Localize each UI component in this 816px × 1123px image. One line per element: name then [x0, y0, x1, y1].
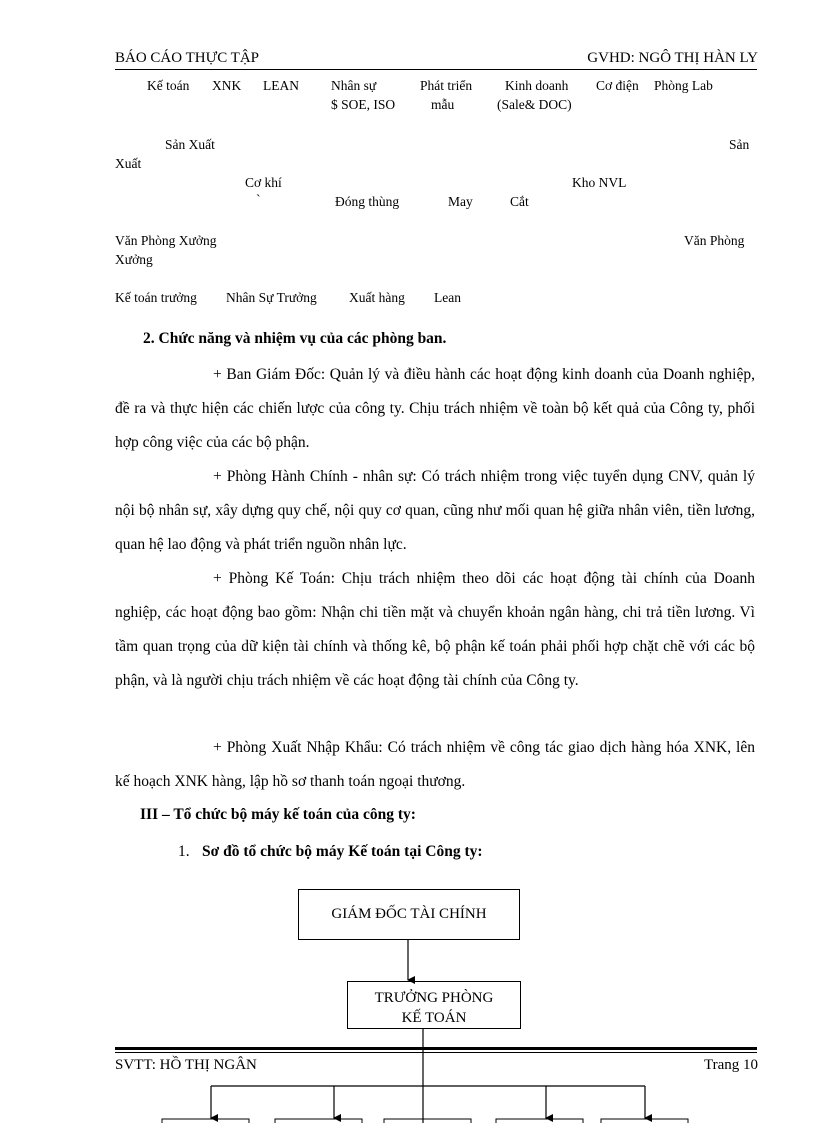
paragraph-hr: + Phòng Hành Chính - nhân sự: Có trách nhiệm trong việc tuyển dụng CNV, quản lý nội bộ nhân sự, xây dựng quy chế, nội quy cơ quan, cũng như mối quan hệ giữa nhân viên, tiền lương, quan hệ lao động và phát triển nguồn nhân lực.	[115, 468, 755, 553]
org-lean-2: Lean	[434, 290, 461, 305]
org-mechanical: Cơ khí	[245, 175, 282, 190]
subsection-number: 1.	[178, 843, 190, 860]
header-right: GVHD: NGÔ THỊ HÀN LY	[587, 50, 758, 66]
org-sale-doc: (Sale& DOC)	[497, 97, 572, 112]
org-workshop-office: Văn Phòng Xưởng	[115, 233, 217, 248]
org-production-right: Sản	[729, 137, 750, 152]
diagram-box-child-1	[162, 1119, 249, 1123]
org-warehouse: Kho NVL	[572, 175, 627, 190]
org-hr-head: Nhân Sự Trưởng	[226, 290, 317, 305]
section2-heading: 2. Chức năng và nhiệm vụ của các phòng ban.	[143, 330, 447, 347]
org-shipping: Xuất hàng	[349, 290, 405, 305]
footer-rule-thin	[115, 1052, 757, 1053]
footer-rule-thick	[115, 1047, 757, 1050]
diagram-box2-line1: TRƯỞNG PHÒNG	[374, 990, 494, 1006]
subsection-heading: Sơ đồ tổ chức bộ máy Kế toán tại Công ty:	[202, 843, 483, 860]
diagram-box-child-5	[601, 1119, 688, 1123]
org-sewing: May	[448, 194, 473, 209]
org-business: Kinh doanh	[505, 78, 569, 93]
diagram-box-child-2	[275, 1119, 362, 1123]
section3-heading: III – Tổ chức bộ máy kế toán của công ty:	[140, 806, 416, 823]
footer-left: SVTT: HỒ THỊ NGÂN	[115, 1057, 261, 1074]
org-lean: LEAN	[263, 78, 299, 93]
org-development: Phát triển	[420, 78, 473, 93]
org-accounting: Kế toán	[147, 78, 190, 93]
org-production: Sản Xuất	[165, 137, 215, 152]
diagram-box-cfo-label: GIÁM ĐỐC TÀI CHÍNH	[331, 906, 487, 922]
paragraph-board: + Ban Giám Đốc: Quản lý và điều hành các hoạt động kinh doanh của Doanh nghiệp, đề ra và thực hiện các chiến lược của công ty. Chịu trách nhiệm về toàn bộ kết quả của Công ty, phối hợp công việc của các bộ phận.	[115, 366, 755, 451]
org-production-wrap: Xuất	[115, 156, 142, 171]
org-mechanical-electrical: Cơ điện	[596, 78, 639, 93]
org-sample: mẫu	[431, 97, 455, 112]
footer-page-number: Trang 10	[700, 1057, 758, 1074]
org-office-right: Văn Phòng	[684, 233, 745, 248]
diagram-box-child-4	[496, 1119, 583, 1123]
paragraph-accounting: + Phòng Kế Toán: Chịu trách nhiệm theo dõi các hoạt động tài chính của Doanh nghiệp, các hoạt động bao gồm: Nhận chi tiền mặt và chuyển khoản ngân hàng, chi trả tiền lương. Vì tầm quan trọng của dữ kiện tài chính và thống kê, bộ phận kế toán phải phối hợp chặt chẽ với các bộ phận, và là người chịu trách nhiệm về các hoạt động tài chính của Công ty.	[115, 570, 755, 689]
org-packing: Đóng thùng	[335, 194, 400, 209]
paragraph-import-export: + Phòng Xuất Nhập Khẩu: Có trách nhiệm về công tác giao dịch hàng hóa XNK, lên kế hoạch XNK hàng, lập hồ sơ thanh toán ngoại thương.	[115, 739, 755, 790]
header-left: BÁO CÁO THỰC TẬP	[115, 50, 260, 66]
org-xnk: XNK	[212, 78, 242, 93]
org-hr: Nhân sự	[331, 78, 377, 93]
org-lab: Phòng Lab	[654, 78, 713, 93]
diagram-box2-line2: KẾ TOÁN	[401, 1010, 467, 1026]
org-chief-accountant: Kế toán trưởng	[115, 290, 197, 305]
org-stray-mark: `	[256, 192, 261, 207]
org-cutting: Cắt	[510, 194, 529, 209]
diagram-box-child-3	[384, 1119, 471, 1123]
org-soe-iso: $ SOE, ISO	[331, 97, 396, 112]
org-office-wrap: Xưởng	[115, 252, 153, 267]
